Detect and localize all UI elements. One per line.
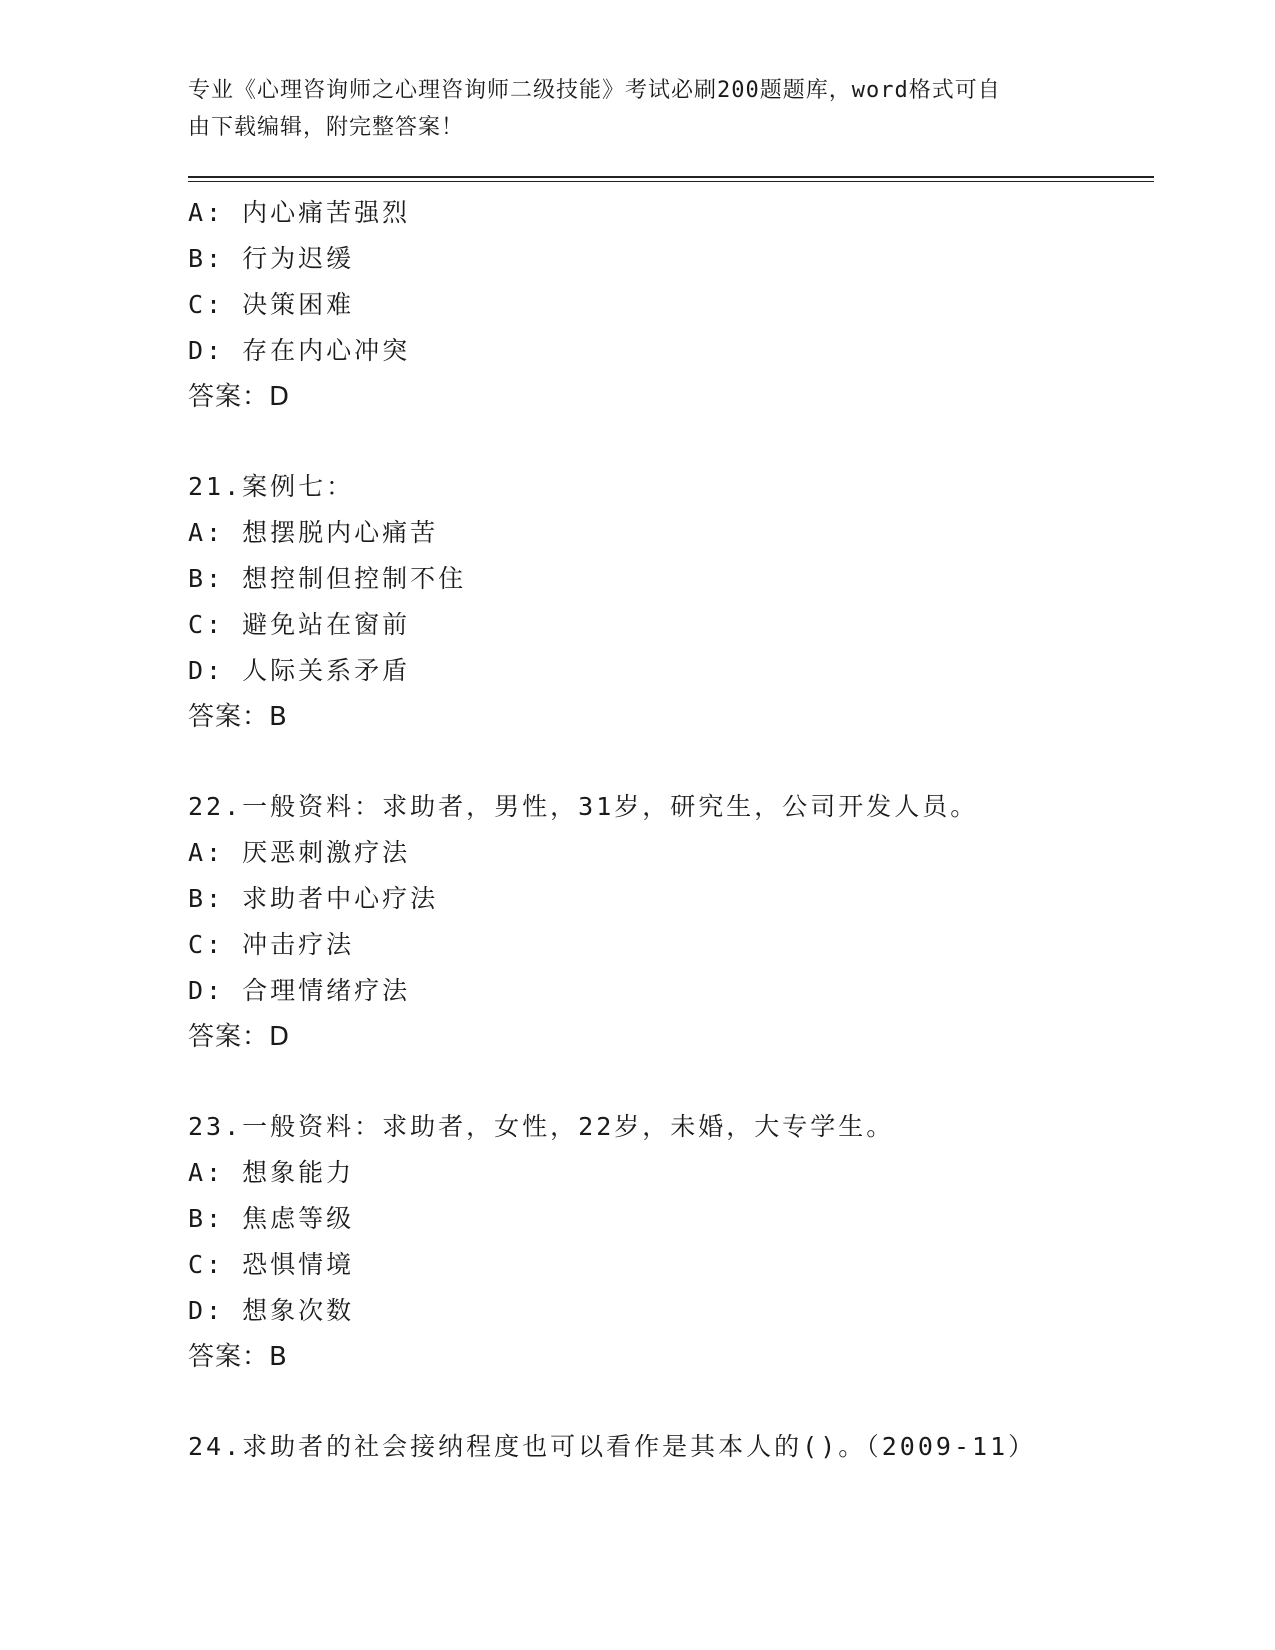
spacer [188,420,1148,464]
question-22 [188,784,1148,1060]
answer-line: 答案：B [188,702,288,732]
option-d: D: 人际关系矛盾 [188,656,411,685]
question-stem: 22.一般资料：求助者，男性，31岁，研究生，公司开发人员。 [188,792,979,821]
question-stem: 23.一般资料：求助者，女性，22岁，未婚，大专学生。 [188,1112,895,1141]
option-d: D: 合理情绪疗法 [188,976,411,1005]
option-b: B: 行为迟缓 [188,244,355,273]
option-c: C: 决策困难 [188,290,355,319]
option-c: C: 冲击疗法 [188,930,355,959]
spacer [188,740,1148,784]
answer-line: 答案：D [188,382,291,412]
question-stem: 21.案例七： [188,472,355,501]
spacer [188,1060,1148,1104]
option-c: C: 避免站在窗前 [188,610,411,639]
option-a: A: 想象能力 [188,1158,355,1187]
question-24 [188,1424,1148,1470]
document-header [188,72,1078,146]
option-b: B: 求助者中心疗法 [188,884,439,913]
question-stem: 24.求助者的社会接纳程度也可以看作是其本人的()。（2009-11） [188,1432,1037,1461]
header-divider-thick [188,176,1154,178]
header-line-1: 专业《心理咨询师之心理咨询师二级技能》考试必刷200题题库，word格式可自 [188,78,1001,103]
option-d: D: 存在内心冲突 [188,336,411,365]
option-a: A: 内心痛苦强烈 [188,198,411,227]
question-list [188,190,1148,1470]
option-a: A: 想摆脱内心痛苦 [188,518,439,547]
option-c: C: 恐惧情境 [188,1250,355,1279]
spacer [188,1380,1148,1424]
header-line-2: 由下载编辑，附完整答案！ [188,115,465,140]
header-divider-thin [188,181,1154,182]
option-b: B: 焦虑等级 [188,1204,355,1233]
question-block-continued [188,190,1148,420]
question-21 [188,464,1148,740]
option-b: B: 想控制但控制不住 [188,564,467,593]
answer-line: 答案：D [188,1022,291,1052]
answer-line: 答案：B [188,1342,288,1372]
question-23 [188,1104,1148,1380]
option-a: A: 厌恶刺激疗法 [188,838,411,867]
option-d: D: 想象次数 [188,1296,355,1325]
